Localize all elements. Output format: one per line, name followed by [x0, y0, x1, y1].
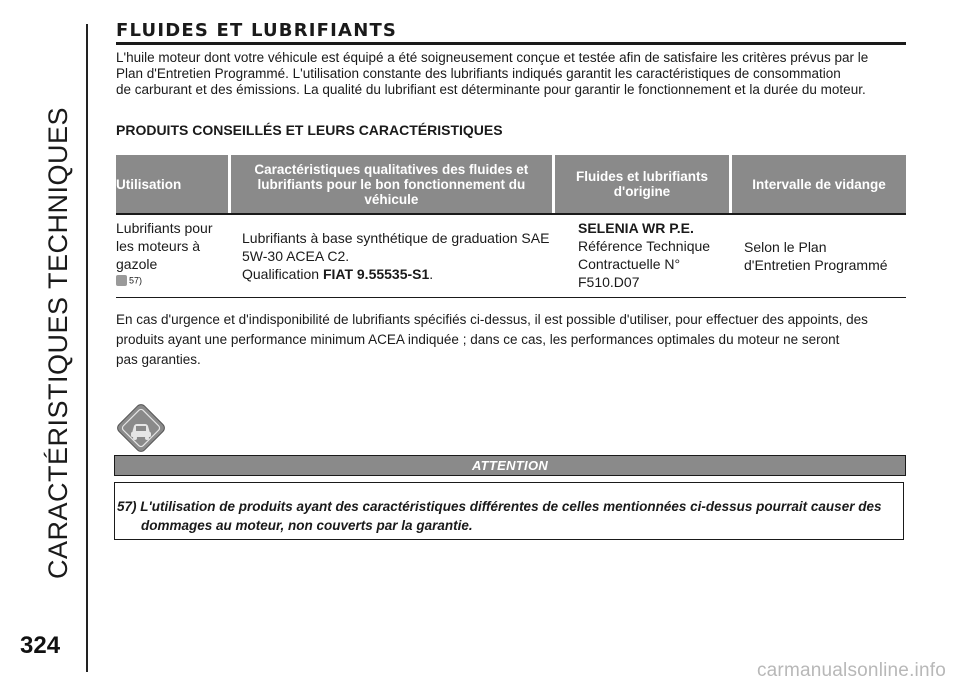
qualification-end: .	[429, 266, 434, 282]
cell-text: d'Entretien Programmé	[744, 257, 888, 273]
attention-note	[117, 497, 897, 535]
cell-usage	[116, 219, 242, 297]
header-usage: Utilisation	[116, 155, 228, 213]
qualification-value: FIAT 9.55535-S1	[322, 266, 430, 282]
section-title: FLUIDES ET LUBRIFIANTS	[116, 20, 398, 41]
emergency-paragraph	[116, 310, 906, 370]
cell-interval	[744, 219, 906, 297]
qualification-label: Qualification	[242, 266, 323, 282]
attention-label: ATTENTION	[114, 455, 906, 476]
cell-text: Selon le Plan	[744, 239, 827, 255]
header-fluids: Fluides et lubrifiants d'origine	[555, 155, 729, 213]
row-divider	[116, 297, 906, 298]
cell-text: gazole	[116, 256, 158, 272]
title-divider	[116, 42, 906, 45]
note-reference[interactable]: 57)	[129, 275, 143, 286]
cell-text	[242, 265, 578, 283]
note-line: 57) L'utilisation de produits ayant des caractéristiques différentes de celles mentionnées ci-dessus pourrait causer des	[117, 499, 882, 514]
intro-line: L'huile moteur dont votre véhicule est équipé a été soigneusement conçue et testée afin de satisfaire les critères prévus par le	[116, 50, 869, 65]
intro-line: Plan d'Entretien Programmé. L'utilisation constante des lubrifiants indiqués garantit les caractéristiques de consommation	[116, 66, 841, 81]
note-line: dommages au moteur, non couverts par la garantie.	[141, 518, 473, 533]
chapter-divider	[86, 24, 88, 672]
fluid-name: SELENIA WR P.E.	[578, 220, 694, 236]
cell-text: Référence Technique	[578, 238, 711, 254]
cell-text: les moteurs à	[116, 238, 201, 254]
paragraph-line: En cas d'urgence et d'indisponibilité de lubrifiants spécifiés ci-dessus, il est possible d'utiliser, pour effectuer des appoints, des	[116, 312, 868, 327]
cell-text: 5W-30 ACEA C2.	[242, 248, 350, 264]
intro-line: de carburant et des émissions. La qualité du lubrifiant est déterminante pour garantir le fonctionnement et la durée du moteur.	[116, 82, 866, 97]
cell-characteristics	[242, 219, 578, 297]
subheading: PRODUITS CONSEILLÉS ET LEURS CARACTÉRISTIQUES	[116, 122, 503, 138]
cell-text: Lubrifiants pour	[116, 220, 213, 236]
watermark: carmanualsonline.info	[756, 660, 946, 681]
cell-text: Lubrifiants à base synthétique de graduation SAE	[242, 230, 550, 246]
chapter-title: CARACTÉRISTIQUES TECHNIQUES	[43, 106, 73, 580]
header-characteristics: Caractéristiques qualitatives des fluides et lubrifiants pour le bon fonctionnement du véhicule	[231, 155, 552, 213]
page-number: 324	[20, 632, 61, 659]
warning-small-icon	[116, 275, 127, 286]
products-table	[116, 155, 906, 298]
paragraph-line: produits ayant une performance minimum ACEA indiquée ; dans ce cas, les performances optimales du moteur ne seront	[116, 332, 840, 347]
header-interval: Intervalle de vidange	[732, 155, 906, 213]
table-row	[116, 215, 906, 297]
car-warning-icon	[117, 404, 165, 452]
cell-text: F510.D07	[578, 274, 640, 290]
cell-text: Contractuelle N°	[578, 256, 681, 272]
table-header	[116, 155, 906, 213]
paragraph-line: pas garanties.	[116, 352, 201, 367]
intro-paragraph	[116, 50, 906, 98]
cell-fluids	[578, 219, 744, 297]
